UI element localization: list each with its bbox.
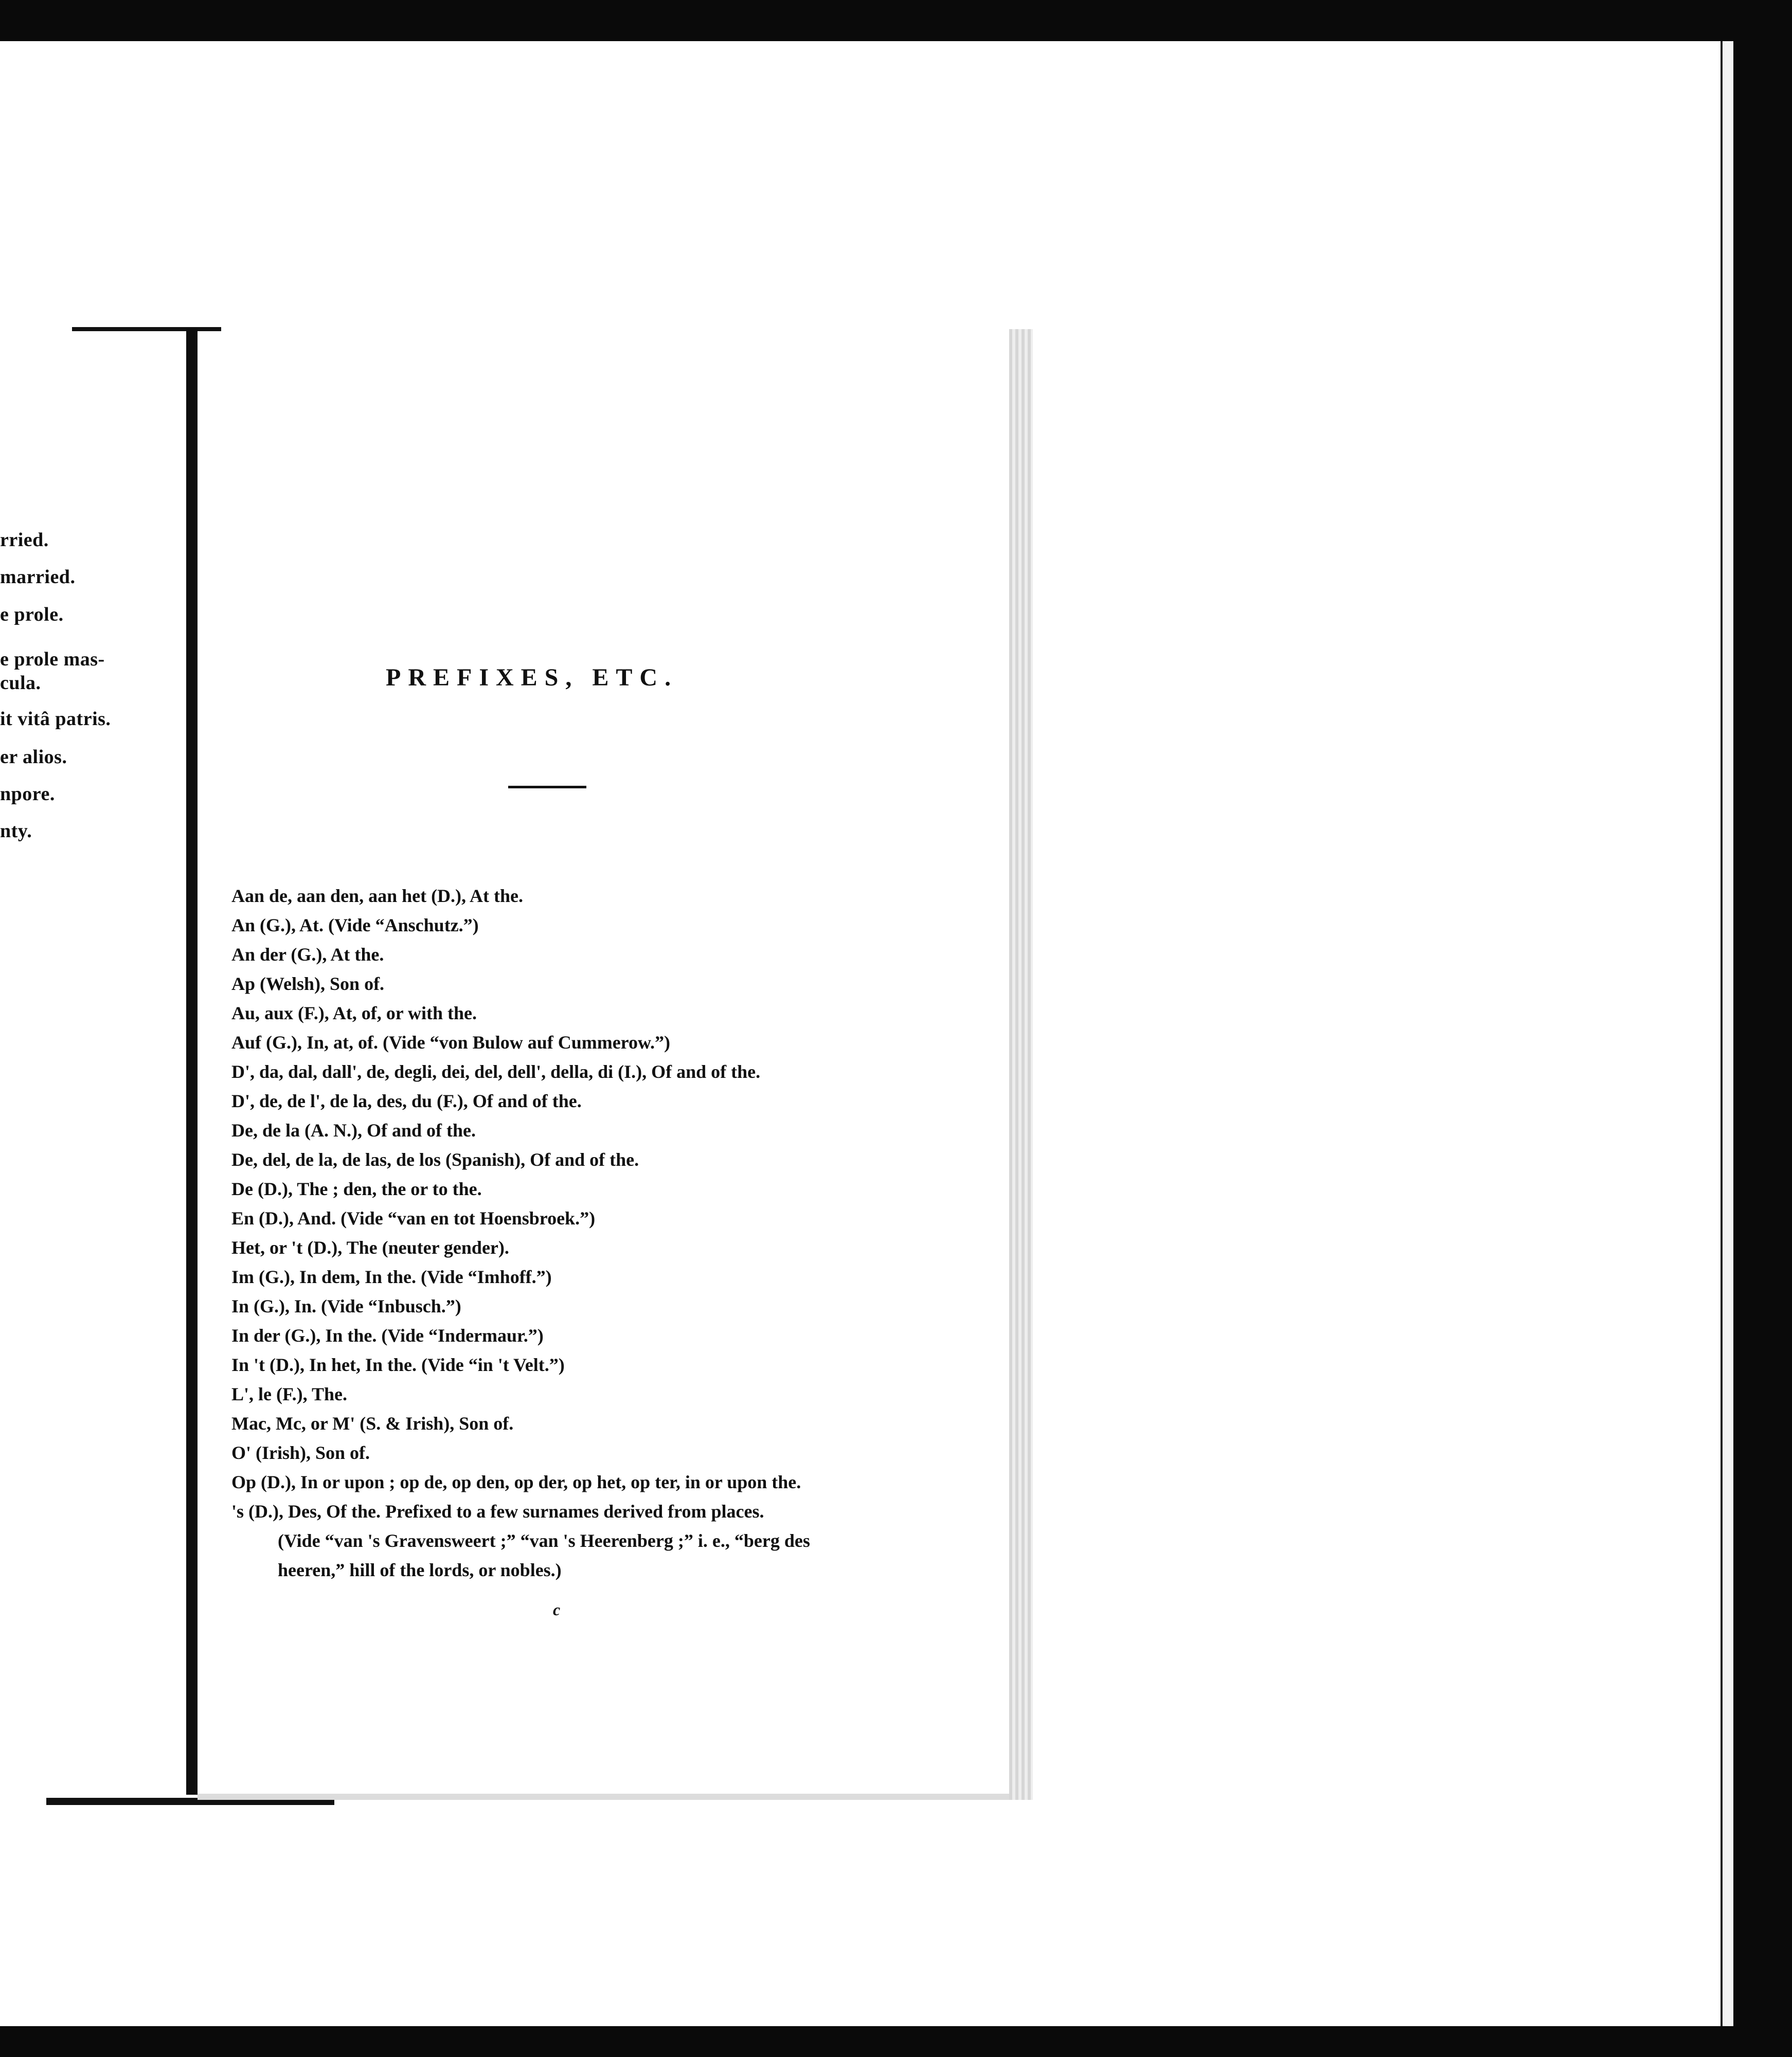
- list-item: Mac, Mc, or M' (S. & Irish), Son of.: [231, 1413, 514, 1434]
- scan-border-top: [0, 0, 1792, 41]
- list-item: Au, aux (F.), At, of, or with the.: [231, 1003, 477, 1023]
- scan-border-right: [1733, 36, 1792, 2057]
- left-fragment: nty.: [0, 820, 32, 842]
- list-item: Het, or 't (D.), The (neuter gender).: [231, 1237, 509, 1258]
- list-item: De (D.), The ; den, the or to the.: [231, 1179, 482, 1199]
- list-item: Aan de, aan den, aan het (D.), At the.: [231, 886, 524, 906]
- page-bottom-edge: [198, 1794, 1031, 1800]
- list-item: L', le (F.), The.: [231, 1384, 348, 1404]
- left-fragment: e prole mas-: [0, 648, 105, 670]
- book-gutter: [186, 329, 198, 1795]
- left-fragment: cula.: [0, 672, 41, 694]
- left-fragment: er alios.: [0, 746, 67, 768]
- list-item: An der (G.), At the.: [231, 944, 384, 965]
- left-fragment: npore.: [0, 783, 55, 805]
- list-item: Im (G.), In dem, In the. (Vide “Imhoff.”): [231, 1267, 552, 1287]
- page-title: PREFIXES, ETC.: [386, 664, 678, 691]
- list-item: D', da, dal, dall', de, degli, dei, del, dell', della, di (I.), Of and of the.: [231, 1061, 761, 1082]
- scan-border-bottom: [0, 2026, 1792, 2057]
- list-item: O' (Irish), Son of.: [231, 1442, 370, 1463]
- list-item: In der (G.), In the. (Vide “Indermaur.”): [231, 1325, 544, 1346]
- list-item: Auf (G.), In, at, of. (Vide “von Bulow auf Cummerow.”): [231, 1032, 671, 1053]
- list-item: Ap (Welsh), Son of.: [231, 973, 385, 994]
- list-item-continuation: heeren,” hill of the lords, or nobles.): [278, 1560, 562, 1580]
- list-item: En (D.), And. (Vide “van en tot Hoensbroek.”): [231, 1208, 596, 1229]
- list-item: In (G.), In. (Vide “Inbusch.”): [231, 1296, 461, 1316]
- list-item: 's (D.), Des, Of the. Prefixed to a few surnames derived from places.: [231, 1501, 764, 1522]
- list-item: In 't (D.), In het, In the. (Vide “in 't Velt.”): [231, 1355, 565, 1375]
- page-fore-edge: [1009, 329, 1033, 1800]
- list-item: An (G.), At. (Vide “Anschutz.”): [231, 915, 479, 935]
- list-item: D', de, de l', de la, des, du (F.), Of and of the.: [231, 1091, 582, 1111]
- gutter-tick-top: [72, 327, 221, 331]
- list-item: De, del, de la, de las, de los (Spanish), Of and of the.: [231, 1149, 639, 1170]
- list-item-continuation: (Vide “van 's Gravensweert ;” “van 's Heerenberg ;” i. e., “berg des: [278, 1530, 810, 1551]
- left-fragment: e prole.: [0, 604, 64, 625]
- left-fragment: it vitâ patris.: [0, 708, 111, 730]
- heading-rule: [508, 786, 586, 788]
- signature-mark: c: [553, 1600, 561, 1619]
- list-item: Op (D.), In or upon ; op de, op den, op der, op het, op ter, in or upon the.: [231, 1472, 801, 1492]
- left-fragment: rried.: [0, 529, 49, 551]
- list-item: De, de la (A. N.), Of and of the.: [231, 1120, 476, 1141]
- left-fragment: married.: [0, 566, 76, 588]
